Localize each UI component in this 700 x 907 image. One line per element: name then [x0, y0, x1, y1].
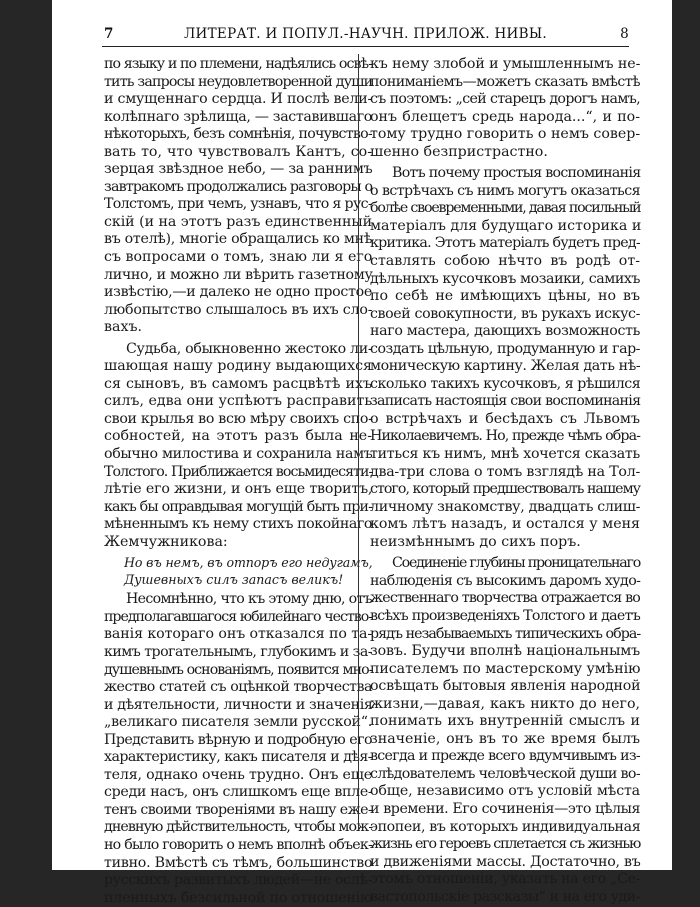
text-line: Несомнѣнно, что къ этому дню, отъ: [126, 591, 372, 608]
paragraph: [370, 555, 640, 906]
text-line: о встрѣчахъ съ нимъ могутъ оказаться: [370, 182, 640, 199]
paragraph: [104, 56, 372, 337]
text-line: теля, однако очень трудно. Онъ еще: [104, 766, 372, 783]
text-line: рядъ незабываемыхъ типическихъ обра-: [370, 625, 641, 642]
left-column: [104, 56, 372, 907]
verse-quote: [104, 551, 372, 591]
text-line: своей совокупности, въ рукахъ искус-: [370, 305, 640, 322]
text-line: Судьба, обыкновенно жестоко ли-: [126, 340, 373, 357]
text-line: жизни,—давая, какъ никто до него,: [370, 695, 640, 712]
text-line: тивно. Вмѣстѣ съ тѣмъ, большинство: [104, 854, 373, 871]
text-line: критика. Этотъ матеріалъ будетъ пред-: [370, 235, 641, 252]
verse-line: Душевныхъ силъ запасъ великъ!: [124, 572, 344, 588]
text-line: дневную дѣйствительность, чтобы мож-: [104, 819, 373, 836]
text-line: понимать ихъ внутренній смыслъ и: [370, 713, 640, 730]
text-line: шенно безпристрастно.: [370, 143, 548, 160]
text-line: пленныхъ безсильной по отношенію: [104, 889, 373, 906]
document-page: [52, 0, 672, 906]
text-line: съ поэтомъ: „сей старецъ дорогъ намъ,: [370, 91, 640, 108]
text-line: душевнымъ основаніямъ, появится мно-: [104, 661, 373, 678]
text-line: неизмѣннымъ до сихъ поръ.: [370, 533, 581, 550]
text-line: вахъ.: [104, 319, 142, 336]
text-line: силъ, едва они успѣютъ расправить: [104, 393, 373, 410]
text-line: личному знакомству, двадцать слиш-: [370, 498, 641, 515]
text-line: Жемчужникова:: [104, 533, 228, 550]
text-line: Представить вѣрную и подробную его: [104, 731, 372, 748]
text-line: значеніе, онъ въ то же время былъ: [370, 730, 640, 747]
text-line: зерцая звѣздное небо, — за раннимъ: [104, 161, 373, 178]
text-line: всѣхъ произведеніяхъ Толстого и даетъ: [370, 607, 640, 624]
text-line: къ нему злобой и умышленнымъ не-: [370, 56, 641, 72]
text-line: жественнаго творчества отражается во: [370, 590, 640, 607]
text-line: съ вопросами о томъ, знаю ли я его: [104, 249, 373, 266]
text-line: обычно милостива и сохранила намъ: [104, 446, 373, 463]
text-line: собностей, на этотъ разъ была не-: [104, 428, 372, 445]
text-line: создать цѣльную, продуманную и гар-: [370, 340, 640, 357]
text-line: моническую картину. Желая дать нѣ-: [370, 358, 641, 375]
text-line: вастопольскіе разсказы“ и на его уди-: [370, 888, 640, 905]
verse-line: Но въ немъ, въ отпоръ его недугамъ,: [124, 555, 373, 571]
running-title: ЛИТЕРАТ. И ПОПУЛ.-НАУЧН. ПРИЛОЖ. НИВЫ.: [183, 26, 548, 42]
paragraph: [370, 56, 640, 161]
text-line: „великаго писателя земли русской“.: [104, 714, 372, 731]
text-line: писателемъ по мастерскому умѣнію: [370, 660, 641, 677]
text-line: Николаевичемъ. Но, прежде чѣмъ обра-: [370, 428, 640, 445]
text-line: обще, независимо отъ условій мѣста: [370, 783, 640, 800]
text-line: колѣпнаго зрѣлища, — заставившаго: [104, 108, 372, 125]
text-line: жество статей съ оцѣнкой творчества: [104, 679, 372, 696]
page-number-left: 7: [104, 26, 114, 42]
text-line: и дѣятельности, личности и значенія: [104, 696, 373, 713]
text-line: зовъ. Будучи вполнѣ національнымъ: [370, 643, 640, 660]
text-line: въ отелѣ), многіе обращались ко мнѣ: [104, 231, 373, 248]
column-divider: [358, 54, 359, 830]
text-line: ванія котораго онъ отказался по та-: [104, 626, 373, 643]
text-line: и смущеннаго сердца. И послѣ вели-: [104, 91, 372, 108]
text-line: завтракомъ продолжались разговоры о: [104, 178, 373, 195]
text-line: этомъ отношеніи, указать на его „Се-: [370, 871, 641, 888]
text-line: тенъ своими твореніями въ нашу еже-: [104, 801, 373, 818]
text-line: но было говорить о немъ вполнѣ объек-: [104, 836, 372, 853]
text-line: лично, и можно ли вѣрить газетному: [104, 266, 373, 283]
paragraph: [370, 165, 640, 551]
text-line: сколько такихъ кусочковъ, я рѣшился: [370, 375, 641, 392]
text-line: Соединеніе глубины проницательнаго: [392, 555, 641, 572]
text-line: онъ блещетъ средь народа...“, и по-: [370, 108, 640, 125]
text-line: всегда и прежде всего вдумчивымъ из-: [370, 748, 640, 765]
text-line: и движеніями массы. Достаточно, въ: [370, 853, 641, 870]
text-line: нѣкоторыхъ, безъ сомнѣнія, почувство-: [104, 126, 372, 143]
text-line: слѣдователемъ человѣческой души во-: [370, 765, 640, 782]
header-rule: [102, 46, 629, 47]
right-column: [370, 56, 640, 906]
text-line: свои крылья во всю мѣру своихъ спо-: [104, 410, 373, 427]
text-line: скій (и на этотъ разъ единственный: [104, 213, 372, 230]
text-line: пониманіемъ—можетъ сказать вмѣстѣ: [370, 73, 640, 90]
text-line: о встрѣчахъ и бесѣдахъ съ Львомъ: [370, 410, 640, 427]
text-line: русскихъ развитыхъ людей—не ослѣ-: [104, 872, 373, 889]
text-line: вать то, что чувствовалъ Кантъ, со-: [104, 143, 372, 160]
text-line: предполагавшагося юбилейнаго чество-: [104, 608, 372, 625]
page-header: [102, 26, 629, 46]
text-line: любопытство слышалось въ ихъ сло-: [104, 301, 373, 318]
text-line: комъ лѣтъ назадъ, и остался у меня: [370, 516, 640, 533]
text-line: среди насъ, онъ слишкомъ еще впле-: [104, 784, 373, 801]
text-line: эпопеи, въ которыхъ индивидуальная: [370, 818, 641, 835]
text-line: два-три слова о томъ взглядѣ на Тол-: [370, 463, 640, 480]
text-line: ставлять собою нѣчто въ родѣ от-: [370, 253, 640, 270]
paragraph: [104, 341, 372, 552]
paragraph: [104, 591, 372, 907]
text-line: тому трудно говорить о немъ совер-: [370, 126, 641, 143]
text-line: освѣщать бытовыя явленія народной: [370, 678, 641, 695]
text-line: записать настоящія свои воспоминанія: [370, 393, 641, 410]
text-line: лѣтіе его жизни, и онъ еще творитъ,: [104, 481, 373, 498]
text-line: болѣе своевременными, давая посильный: [370, 200, 641, 217]
text-line: стого, который предшествовалъ нашему: [370, 481, 641, 498]
text-line: матеріалъ для будущаго историка и: [370, 217, 642, 234]
page-number-right: 8: [620, 26, 629, 42]
text-line: тить запросы неудовлетворенной души: [104, 73, 373, 90]
text-line: какъ бы оправдывая могущій быть при-: [104, 498, 373, 515]
text-line: жизнь его героевъ сплетается съ жизнью: [370, 836, 641, 853]
text-line: наго мастера, дающихъ возможность: [370, 323, 640, 340]
text-line: извѣстію,—и далеко не одно простое: [104, 284, 372, 301]
text-line: по языку и по племени, надѣялись освѣ-: [104, 56, 372, 72]
text-line: мѣненнымъ къ нему стихъ покойнаго: [104, 516, 373, 533]
text-line: дѣльныхъ кусочковъ мозаики, самихъ: [370, 270, 640, 287]
text-line: характеристику, какъ писателя и дѣя-: [104, 749, 372, 766]
text-line: по себѣ не имѣющихъ цѣны, но въ: [370, 288, 640, 305]
text-line: Толстого. Приближается восьмидесяти-: [104, 463, 373, 480]
text-line: и времени. Его сочиненія—это цѣлыя: [370, 800, 640, 817]
text-line: Вотъ почему простыя воспоминанія: [392, 165, 641, 182]
text-line: кимъ трогательнымъ, глубокимъ и за-: [104, 643, 372, 660]
text-line: титься къ нимъ, мнѣ хочется сказать: [370, 446, 640, 463]
text-line: наблюденія съ высокимъ даромъ худо-: [370, 572, 641, 589]
text-line: Толстомъ, при чемъ, узнавъ, что я рус-: [104, 196, 372, 213]
text-line: ся сыновъ, въ самомъ расцвѣтѣ ихъ: [104, 375, 372, 392]
text-line: шающая нашу родину выдающихся: [104, 358, 372, 375]
